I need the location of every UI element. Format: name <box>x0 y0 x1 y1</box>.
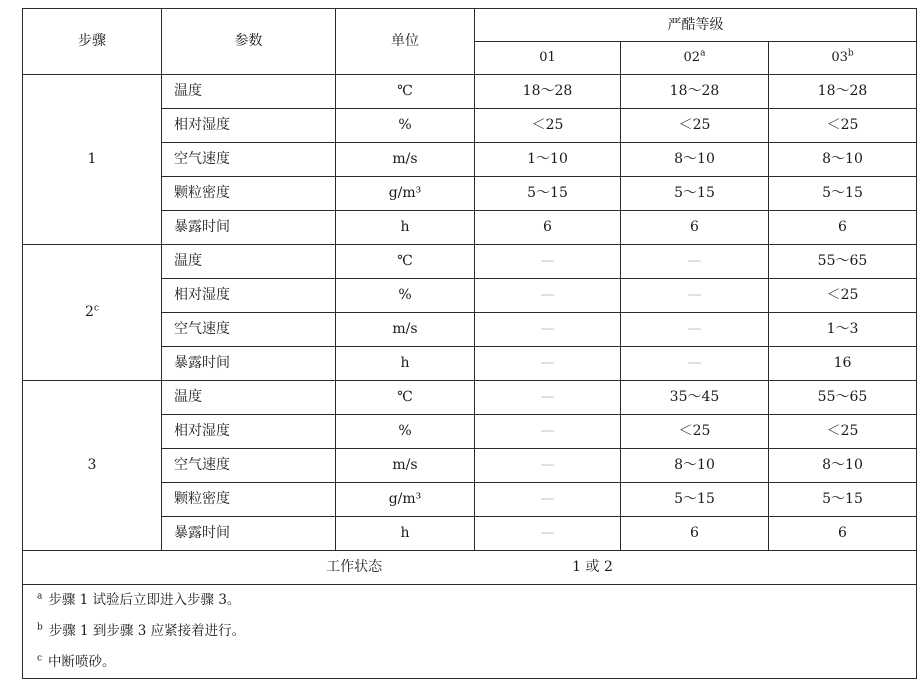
value-level-01: — <box>475 381 621 415</box>
param-cell: 空气速度 <box>162 313 336 347</box>
value-level-03: 8～10 <box>769 449 917 483</box>
value-level-02: 6 <box>621 211 769 245</box>
value-level-02: 5～15 <box>621 483 769 517</box>
param-cell: 温度 <box>162 381 336 415</box>
value-level-03: 55～65 <box>769 381 917 415</box>
value-level-03: 16 <box>769 347 917 381</box>
step-cell <box>23 381 162 551</box>
value-level-02: — <box>621 313 769 347</box>
value-level-03: ＜25 <box>769 109 917 143</box>
table-row <box>23 245 917 279</box>
value-level-01: 5～15 <box>475 177 621 211</box>
value-level-03: 55～65 <box>769 245 917 279</box>
table-row <box>23 75 917 109</box>
footnote-mark: b <box>37 622 43 633</box>
level-label: 03 <box>831 50 848 66</box>
unit-cell: % <box>336 279 475 313</box>
value-level-02: 6 <box>621 517 769 551</box>
value-level-01: — <box>475 347 621 381</box>
severity-table-sheet <box>22 8 916 679</box>
value-level-02: 8～10 <box>621 143 769 177</box>
header-severity: 严酷等级 <box>475 9 917 42</box>
header-row-top <box>23 9 917 42</box>
table-body <box>23 9 917 679</box>
footnote-cell <box>23 616 917 647</box>
step-cell <box>23 75 162 245</box>
header-param: 参数 <box>162 9 336 75</box>
param-cell: 空气速度 <box>162 143 336 177</box>
param-cell: 暴露时间 <box>162 211 336 245</box>
step-sup: c <box>93 303 99 314</box>
value-level-02: 35～45 <box>621 381 769 415</box>
value-level-01: — <box>475 449 621 483</box>
param-cell: 颗粒密度 <box>162 483 336 517</box>
level-label: 01 <box>539 50 556 66</box>
unit-cell: m/s <box>336 449 475 483</box>
footnote-text: 步骤 1 试验后立即进入步骤 3。 <box>48 592 241 609</box>
level-sup: b <box>847 48 854 59</box>
value-level-03: 5～15 <box>769 177 917 211</box>
unit-cell: m/s <box>336 143 475 177</box>
param-cell: 暴露时间 <box>162 517 336 551</box>
value-level-02: — <box>621 279 769 313</box>
unit-cell: h <box>336 211 475 245</box>
value-level-03: 6 <box>769 517 917 551</box>
value-level-02: ＜25 <box>621 109 769 143</box>
value-level-01: 18～28 <box>475 75 621 109</box>
test-parameter-table <box>22 8 917 679</box>
step-cell <box>23 245 162 381</box>
value-level-03: 18～28 <box>769 75 917 109</box>
value-level-01: — <box>475 313 621 347</box>
value-level-03: ＜25 <box>769 415 917 449</box>
value-level-01: — <box>475 415 621 449</box>
step-number: 3 <box>87 457 97 474</box>
value-level-03: 5～15 <box>769 483 917 517</box>
unit-cell: % <box>336 109 475 143</box>
value-level-02: 5～15 <box>621 177 769 211</box>
value-level-01: — <box>475 245 621 279</box>
level-label: 02 <box>683 50 701 66</box>
header-level-02 <box>621 42 769 75</box>
unit-cell: ℃ <box>336 75 475 109</box>
footnote-row <box>23 585 917 617</box>
value-level-01: — <box>475 483 621 517</box>
working-state-value: 1 或 2 <box>572 559 613 576</box>
value-level-02: — <box>621 347 769 381</box>
param-cell: 相对湿度 <box>162 279 336 313</box>
param-cell: 颗粒密度 <box>162 177 336 211</box>
header-level-03 <box>769 42 917 75</box>
param-cell: 温度 <box>162 75 336 109</box>
working-state-cell <box>23 551 917 585</box>
step-number: 1 <box>87 151 97 168</box>
value-level-03: 1～3 <box>769 313 917 347</box>
working-state-label: 工作状态 <box>326 559 383 576</box>
value-level-02: ＜25 <box>621 415 769 449</box>
value-level-03: 6 <box>769 211 917 245</box>
value-level-02: 18～28 <box>621 75 769 109</box>
value-level-03: ＜25 <box>769 279 917 313</box>
footnote-row <box>23 616 917 647</box>
footnote-mark: c <box>37 653 43 664</box>
value-level-03: 8～10 <box>769 143 917 177</box>
param-cell: 温度 <box>162 245 336 279</box>
working-state-row <box>23 551 917 585</box>
value-level-02: 8～10 <box>621 449 769 483</box>
value-level-02: — <box>621 245 769 279</box>
unit-cell: g/m³ <box>336 177 475 211</box>
value-level-01: ＜25 <box>475 109 621 143</box>
unit-cell: h <box>336 347 475 381</box>
footnote-cell <box>23 647 917 679</box>
footnote-text: 步骤 1 到步骤 3 应紧接着进行。 <box>48 623 246 640</box>
footnote-row <box>23 647 917 679</box>
param-cell: 相对湿度 <box>162 109 336 143</box>
unit-cell: ℃ <box>336 381 475 415</box>
step-number: 2 <box>85 304 94 321</box>
value-level-01: 1～10 <box>475 143 621 177</box>
header-level-01 <box>475 42 621 75</box>
unit-cell: ℃ <box>336 245 475 279</box>
unit-cell: g/m³ <box>336 483 475 517</box>
param-cell: 暴露时间 <box>162 347 336 381</box>
value-level-01: — <box>475 517 621 551</box>
table-row <box>23 381 917 415</box>
param-cell: 空气速度 <box>162 449 336 483</box>
footnote-text: 中断喷砂。 <box>48 654 116 671</box>
param-cell: 相对湿度 <box>162 415 336 449</box>
footnote-cell <box>23 585 917 617</box>
footnote-mark: a <box>37 591 43 602</box>
header-unit: 单位 <box>336 9 475 75</box>
unit-cell: h <box>336 517 475 551</box>
value-level-01: — <box>475 279 621 313</box>
unit-cell: % <box>336 415 475 449</box>
header-step: 步骤 <box>23 9 162 75</box>
value-level-01: 6 <box>475 211 621 245</box>
unit-cell: m/s <box>336 313 475 347</box>
level-sup: a <box>700 48 706 59</box>
